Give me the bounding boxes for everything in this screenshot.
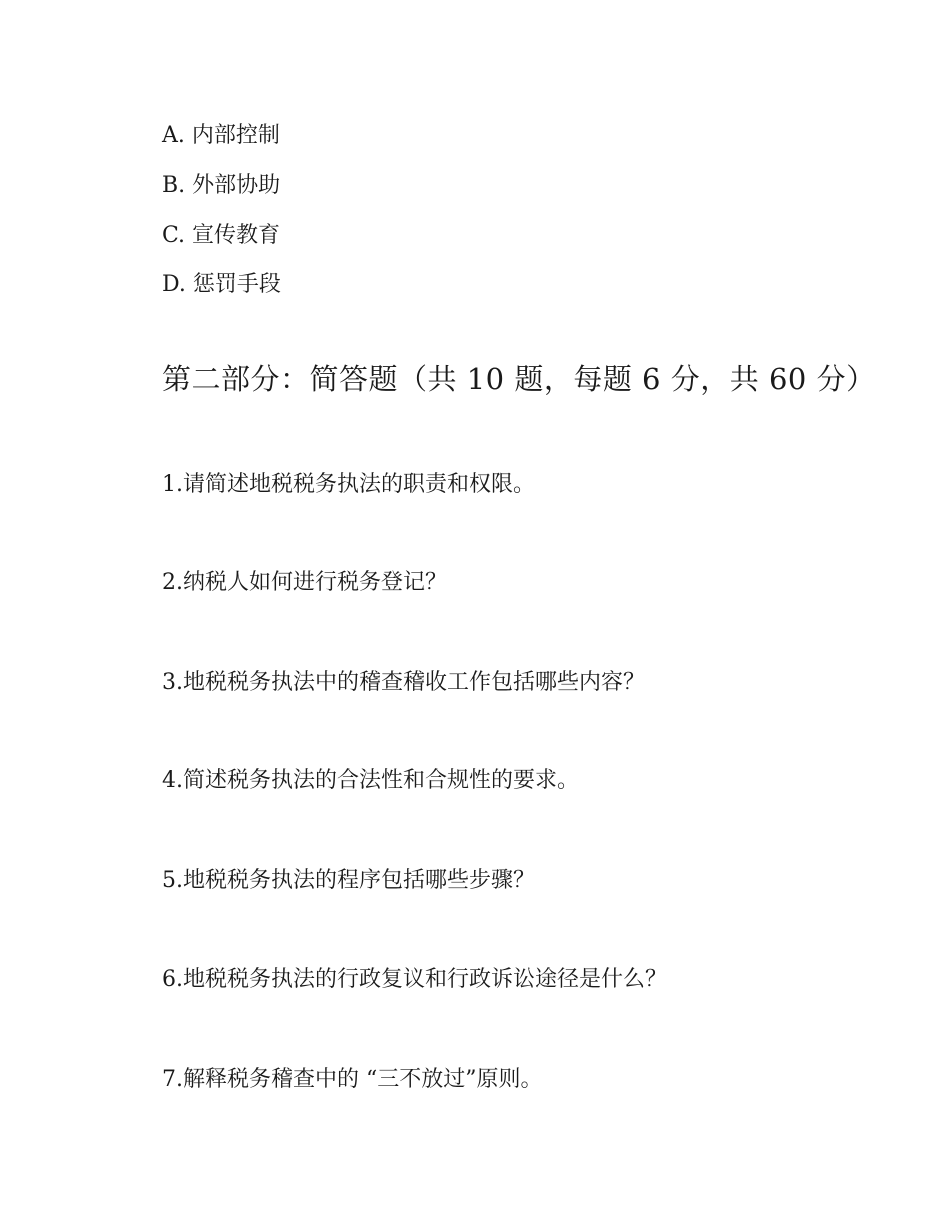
question-5: 5.地税税务执法的程序包括哪些步骤？ xyxy=(162,868,535,893)
question-6: 6.地税税务执法的行政复议和行政诉讼途径是什么？ xyxy=(162,967,667,992)
option-d: D. 惩罚手段 xyxy=(162,272,281,297)
option-c: C. 宣传教育 xyxy=(162,223,281,248)
question-2: 2.纳税人如何进行税务登记？ xyxy=(162,570,447,595)
question-4: 4.简述税务执法的合法性和合规性的要求。 xyxy=(162,768,579,793)
question-3: 3.地税税务执法中的稽查稽收工作包括哪些内容？ xyxy=(162,670,645,695)
question-1: 1.请简述地税税务执法的职责和权限。 xyxy=(162,472,535,497)
section-heading: 第二部分：简答题（共 10 题，每题 6 分，共 60 分） xyxy=(162,362,876,396)
question-7: 7.解释税务稽查中的 “三不放过”原则。 xyxy=(162,1067,543,1092)
option-a: A. 内部控制 xyxy=(162,123,280,148)
option-b: B. 外部协助 xyxy=(162,173,281,198)
